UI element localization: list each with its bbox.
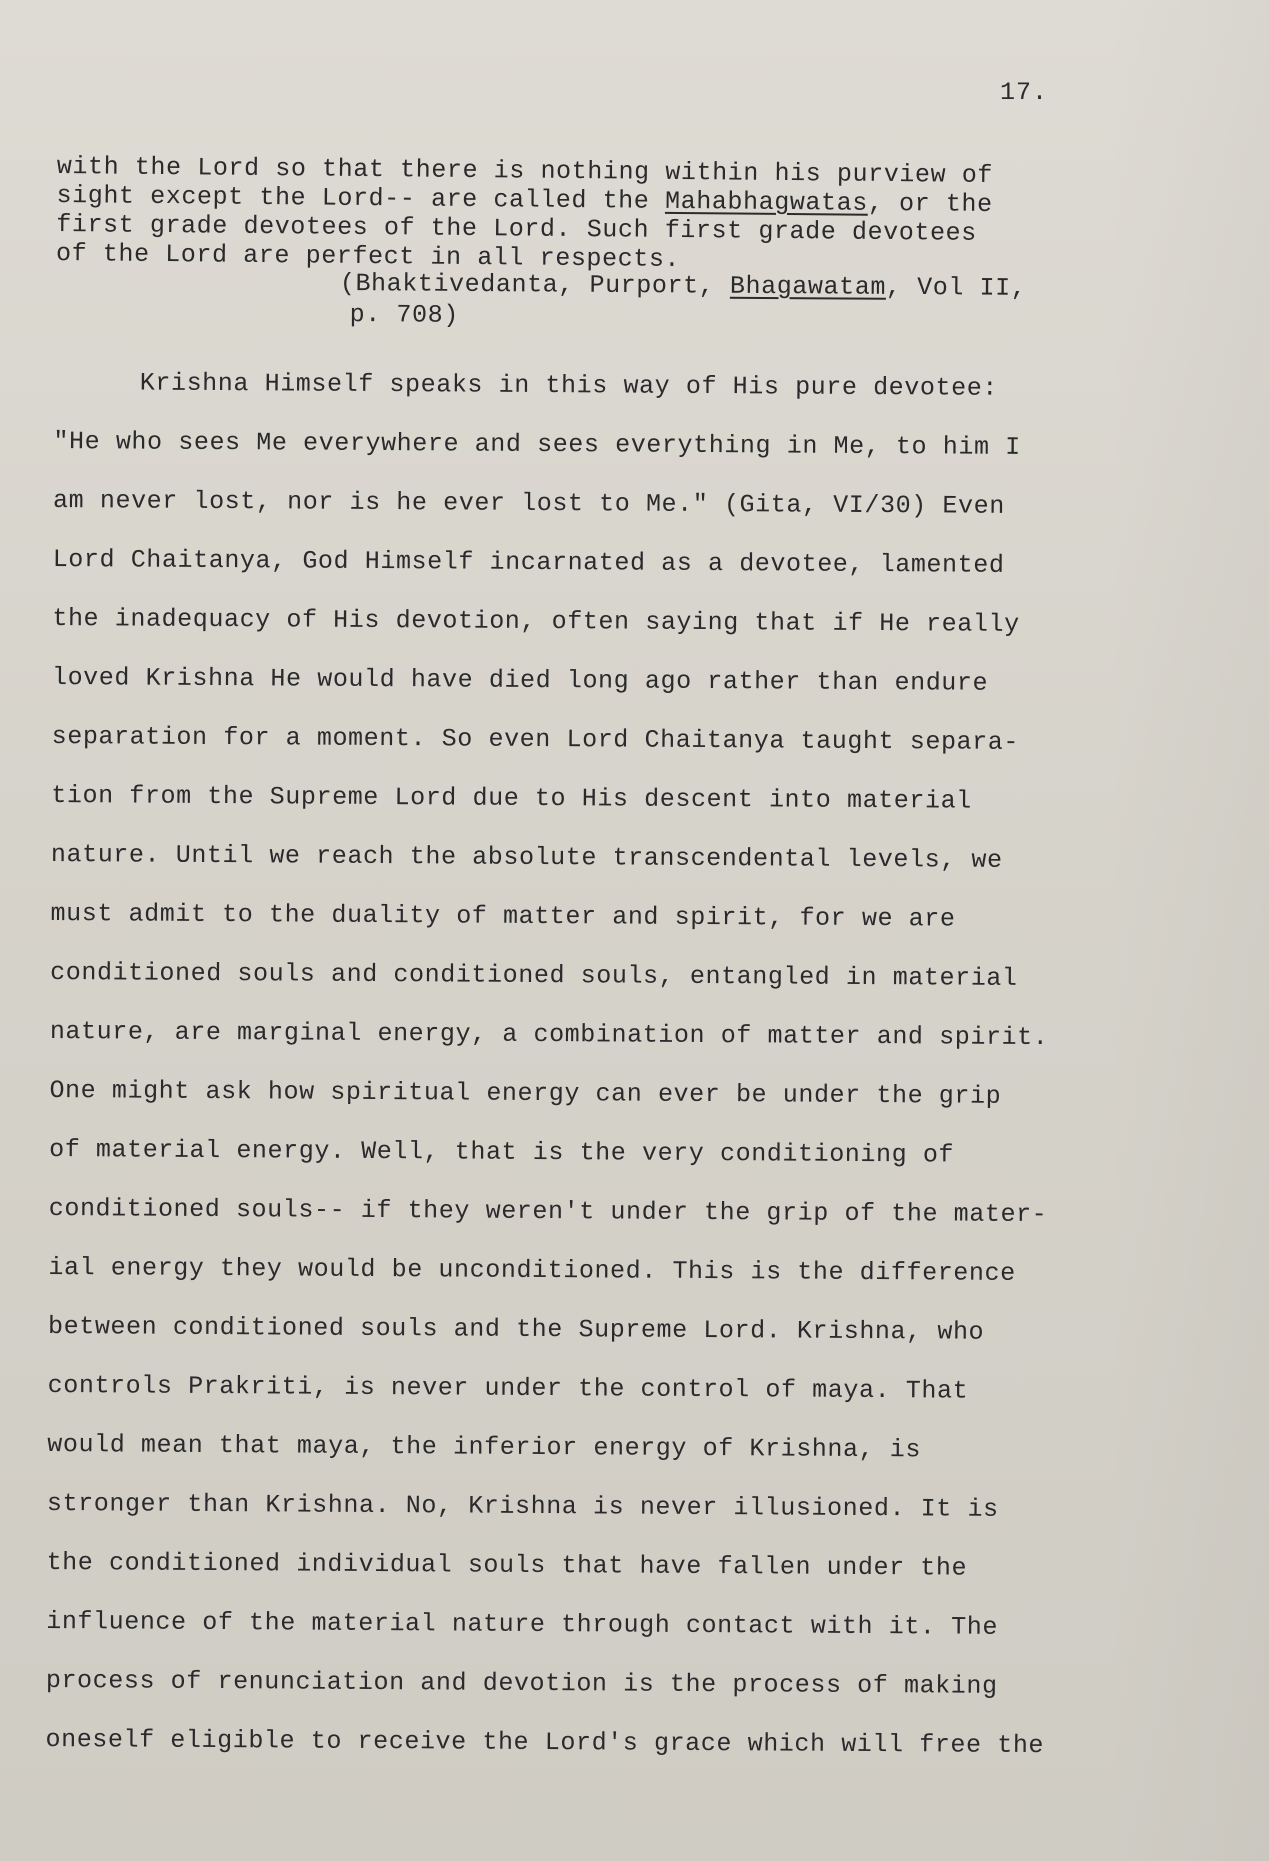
body-line: ial energy they would be unconditioned. This is the difference	[48, 1252, 1016, 1288]
body-line: tion from the Supreme Lord due to His descent into material	[51, 780, 972, 816]
body-line: must admit to the duality of matter and spirit, for we are	[50, 898, 956, 934]
quote-text: sight except the Lord-- are called the	[56, 180, 666, 216]
body-line: nature. Until we reach the absolute transcendental levels, we	[50, 839, 1003, 875]
body-line: stronger than Krishna. No, Krishna is never illusioned. It is	[46, 1488, 999, 1524]
body-line: nature, are marginal energy, a combination of matter and spirit.	[49, 1016, 1049, 1053]
body-line: One might ask how spiritual energy can ever be under the grip	[49, 1075, 1002, 1111]
body-line: oneself eligible to receive the Lord's grace which will free the	[45, 1724, 1045, 1761]
body-line: loved Krishna He would have died long ago rather than endure	[51, 662, 989, 698]
body-line: between conditioned souls and the Supreme Lord. Krishna, who	[47, 1311, 985, 1347]
body-line: would mean that maya, the inferior energy of Krishna, is	[47, 1429, 922, 1465]
citation-work-title: Bhagawatam	[729, 271, 887, 302]
quote-text: , or the	[867, 188, 993, 219]
body-line: am never lost, nor is he ever lost to Me." (Gita, VI/30) Even	[53, 485, 1005, 521]
citation-line	[340, 268, 1027, 304]
quote-line: of the Lord are perfect in all respects.	[55, 238, 681, 274]
body-line: controls Prakriti, is never under the control of maya. That	[47, 1370, 969, 1406]
quote-line: first grade devotees of the Lord. Such first grade devotees	[56, 209, 977, 248]
body-line: influence of the material nature through contact with it. The	[46, 1606, 999, 1642]
body-line: Lord Chaitanya, God Himself incarnated as a devotee, lamented	[52, 544, 1005, 580]
body-line: the inadequacy of His devotion, often saying that if He really	[52, 603, 1020, 639]
body-line: Krishna Himself speaks in this way of His pure devotee:	[139, 368, 999, 403]
underlined-term: Mahabhagwatas	[664, 186, 869, 218]
citation-text: , Vol II,	[885, 272, 1027, 303]
page-number: 17.	[1000, 78, 1049, 107]
citation-text: (Bhaktivedanta, Purport,	[339, 268, 731, 301]
body-line: process of renunciation and devotion is the process of making	[45, 1665, 998, 1701]
citation	[340, 268, 1027, 335]
quote-line: with the Lord so that there is nothing within his purview of	[56, 152, 994, 190]
citation-page: p. 708)	[349, 300, 459, 330]
body-line: conditioned souls and conditioned souls, entangled in material	[50, 957, 1018, 993]
body-line: the conditioned individual souls that have fallen under the	[46, 1547, 968, 1583]
body-line: separation for a moment. So even Lord Chaitanya taught separa-	[51, 721, 1020, 757]
body-paragraph	[45, 353, 1184, 1776]
body-line: of material energy. Well, that is the very conditioning of	[49, 1134, 955, 1170]
body-line: conditioned souls-- if they weren't under the grip of the mater-	[48, 1193, 1048, 1230]
block-quote	[56, 152, 1107, 278]
body-line: "He who sees Me everywhere and sees everything in Me, to him I	[53, 426, 1021, 462]
